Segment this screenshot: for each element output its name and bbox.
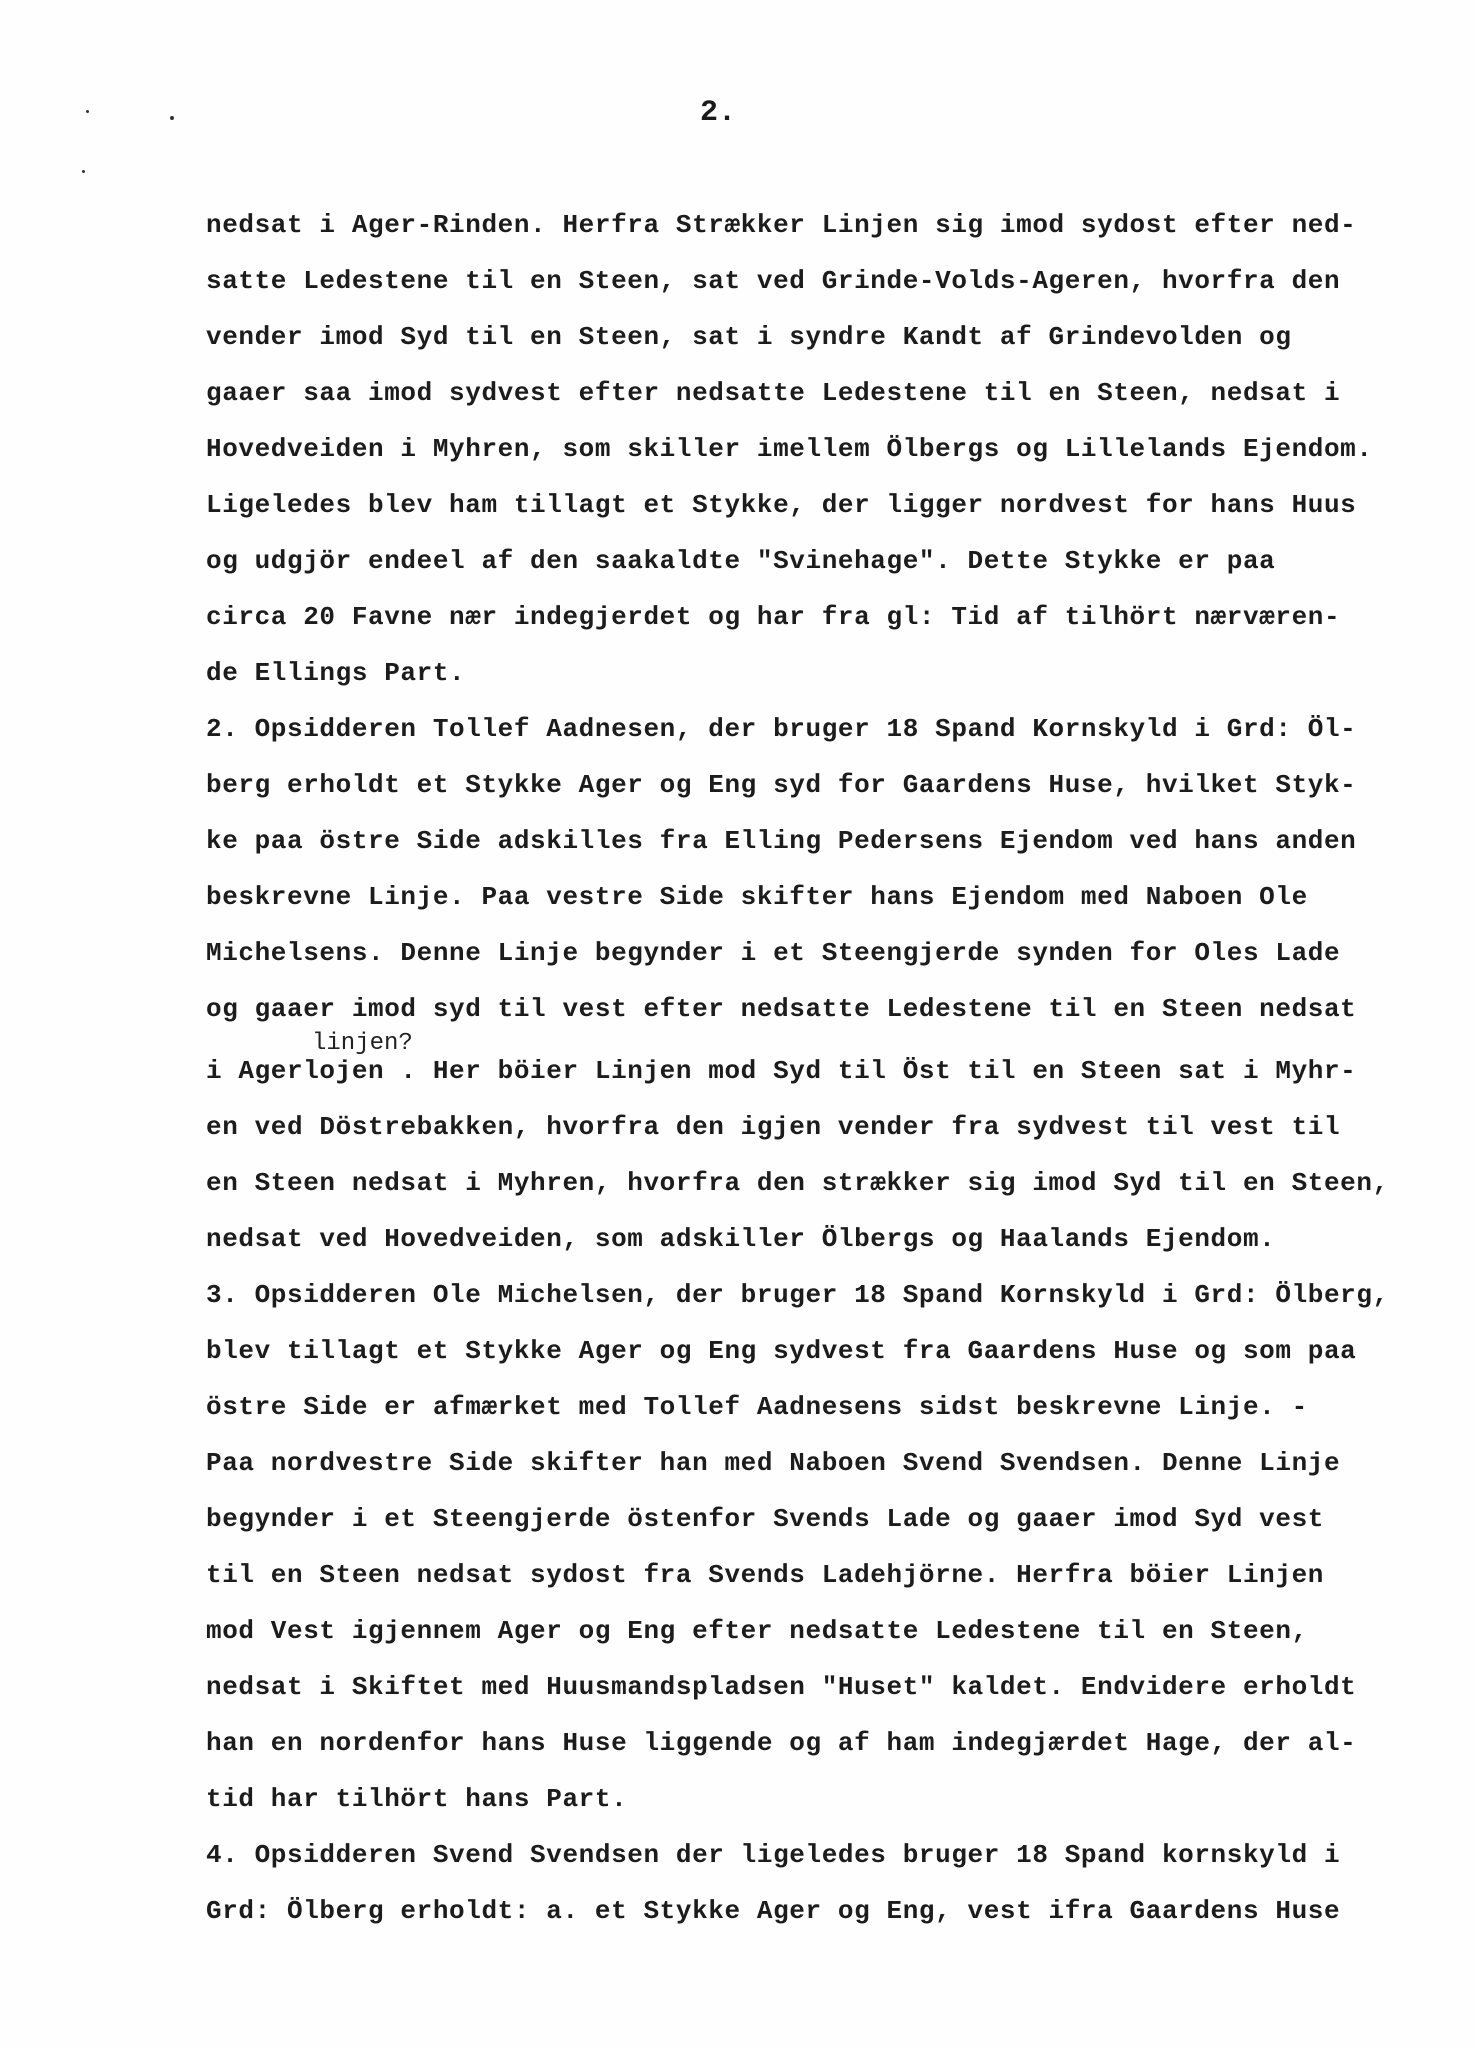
ink-speck [82,170,85,173]
text-line: blev tillagt et Stykke Ager og Eng sydvest fra Gaardens Huse og som paa [206,1336,1357,1366]
text-line: nedsat i Ager-Rinden. Herfra Strækker Linjen sig imod sydost efter ned- [206,210,1357,240]
text-line: beskrevne Linje. Paa vestre Side skifter hans Ejendom med Naboen Ole [206,882,1308,912]
text-line: Ligeledes blev ham tillagt et Stykke, der ligger nordvest for hans Huus [206,490,1357,520]
text-line: nedsat ved Hovedveiden, som adskiller Ölbergs og Haalands Ejendom. [206,1224,1276,1254]
text-line: og gaaer imod syd til vest efter nedsatte Ledestene til en Steen nedsat [206,994,1357,1024]
text-line: vender imod Syd til en Steen, sat i syndre Kandt af Grindevolden og [206,322,1292,352]
text-line: en Steen nedsat i Myhren, hvorfra den strækker sig imod Syd til en Steen, [206,1168,1389,1198]
text-line: 3. Opsidderen Ole Michelsen, der bruger 18 Spand Kornskyld i Grd: Ölberg, [206,1280,1389,1310]
text-line: satte Ledestene til en Steen, sat ved Grinde-Volds-Ageren, hvorfra den [206,266,1341,296]
text-line: gaaer saa imod sydvest efter nedsatte Ledestene til en Steen, nedsat i [206,378,1341,408]
page-number: 2. [700,96,737,130]
text-line: mod Vest igjennem Ager og Eng efter nedsatte Ledestene til en Steen, [206,1616,1308,1646]
text-line: 2. Opsidderen Tollef Aadnesen, der bruger 18 Spand Kornskyld i Grd: Öl- [206,714,1357,744]
text-line: Michelsens. Denne Linje begynder i et Steengjerde synden for Oles Lade [206,938,1341,968]
text-line: ke paa östre Side adskilles fra Elling Pedersens Ejendom ved hans anden [206,826,1357,856]
text-line: til en Steen nedsat sydost fra Svends Ladehjörne. Herfra böier Linjen [206,1560,1324,1590]
text-line: en ved Döstrebakken, hvorfra den igjen vender fra sydvest til vest til [206,1112,1341,1142]
text-line: Grd: Ölberg erholdt: a. et Stykke Ager og Eng, vest ifra Gaardens Huse [206,1896,1341,1926]
text-line: circa 20 Favne nær indegjerdet og har fra gl: Tid af tilhört nærværen- [206,602,1341,632]
text-line: nedsat i Skiftet med Huusmandspladsen "Huset" kaldet. Endvidere erholdt [206,1672,1357,1702]
text-line: östre Side er afmærket med Tollef Aadnesens sidst beskrevne Linje. - [206,1392,1308,1422]
text-line: de Ellings Part. [206,658,466,688]
text-line: 4. Opsidderen Svend Svendsen der ligeledes bruger 18 Spand kornskyld i [206,1840,1341,1870]
text-line: tid har tilhört hans Part. [206,1784,628,1814]
text-line: berg erholdt et Stykke Ager og Eng syd for Gaardens Huse, hvilket Styk- [206,770,1357,800]
text-line: begynder i et Steengjerde östenfor Svends Lade og gaaer imod Syd vest [206,1504,1324,1534]
text-line: i Agerlojen . Her böier Linjen mod Syd til Öst til en Steen sat i Myhr- [206,1056,1357,1086]
text-line: og udgjör endeel af den saakaldte "Svinehage". Dette Stykke er paa [206,546,1276,576]
text-line: Hovedveiden i Myhren, som skiller imellem Ölbergs og Lillelands Ejendom. [206,434,1373,464]
ink-speck [86,110,89,113]
ink-speck [170,116,174,120]
text-line: Paa nordvestre Side skifter han med Naboen Svend Svendsen. Denne Linje [206,1448,1341,1478]
text-line: han en nordenfor hans Huse liggende og af ham indegjærdet Hage, der al- [206,1728,1357,1758]
handwritten-note: linjen? [312,1030,413,1057]
